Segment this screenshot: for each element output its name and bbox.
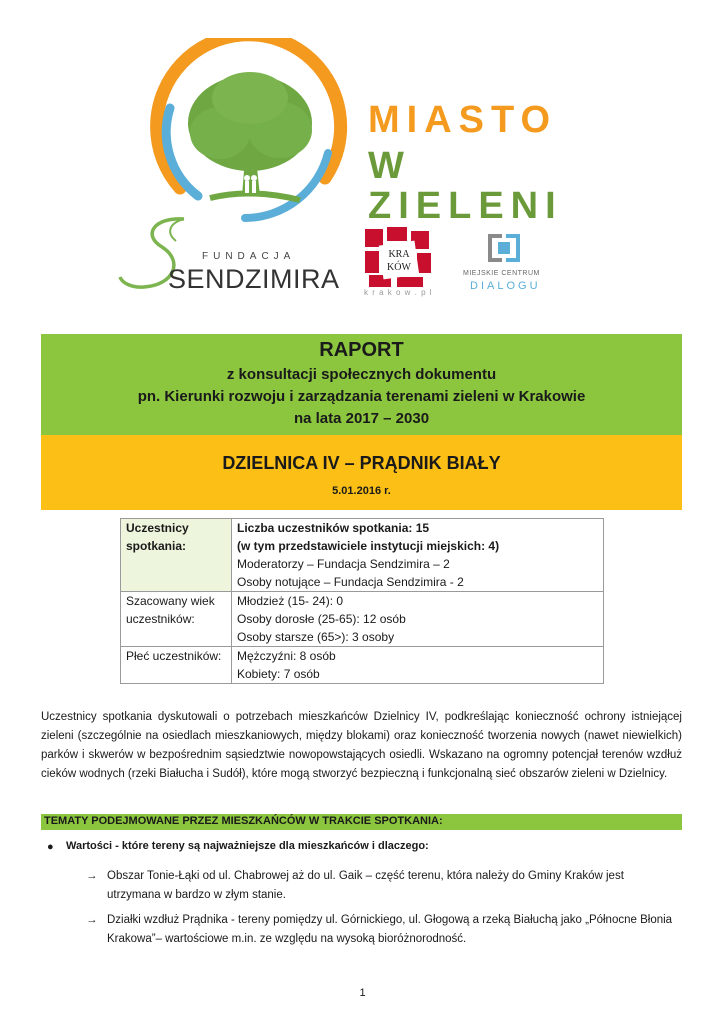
- table-row: [121, 519, 604, 592]
- row-label: Uczestnicy spotkania:: [121, 519, 232, 592]
- bullet-icon: ●: [47, 841, 54, 853]
- participants-table: [120, 518, 604, 684]
- list-item: [86, 911, 680, 949]
- age-adults: Osoby dorosłe (25-65): 12 osób: [237, 612, 406, 626]
- age-youth: Młodzież (15- 24): 0: [237, 594, 344, 608]
- meeting-date: 5.01.2016 r.: [332, 485, 391, 497]
- miasto-logo-line1: MIASTO: [368, 99, 558, 141]
- svg-text:KRA: KRA: [388, 249, 410, 260]
- mcd-text-line2: DIALOGU: [470, 280, 541, 292]
- krakow-url: k r a k o w . p l: [364, 288, 433, 297]
- topics-heading: TEMATY PODEJMOWANE PRZEZ MIESZKAŃCÓW W TRAKCIE SPOTKANIA:: [44, 815, 443, 827]
- age-seniors: Osoby starsze (65>): 3 osoby: [237, 630, 395, 644]
- gender-women: Kobiety: 7 osób: [237, 667, 320, 681]
- fundacja-text: FUNDACJA: [202, 251, 296, 262]
- table-row: [121, 592, 604, 647]
- participants-institutions: (w tym przedstawiciele instytucji miejskich: 4): [237, 539, 500, 553]
- participants-notetakers: Osoby notujące – Fundacja Sendzimira - 2: [237, 575, 464, 589]
- report-subtitle-line1: z konsultacji społecznych dokumentu: [226, 366, 497, 383]
- values-bullet: Wartości - które tereny są najważniejsze dla mieszkańców i dlaczego:: [66, 840, 429, 852]
- table-row: [121, 647, 604, 684]
- row-label: Szacowany wiek uczestników:: [121, 592, 232, 647]
- krakow-logo: [363, 227, 433, 297]
- miasto-logo-line2: W ZIELENI: [368, 145, 563, 227]
- miasto-w-zieleni-logo: [150, 38, 355, 228]
- mcd-text-line1: MIEJSKIE CENTRUM: [463, 270, 540, 277]
- row-values: [232, 592, 604, 647]
- district-title: DZIELNICA IV – PRĄDNIK BIAŁY: [222, 453, 501, 473]
- row-label: Płeć uczestników:: [121, 647, 232, 684]
- report-subtitle-line2: pn. Kierunki rozwoju i zarządzania terenami zieleni w Krakowie: [137, 388, 586, 405]
- mcd-logo-icon: [484, 230, 524, 266]
- participants-count: Liczba uczestników spotkania: 15: [237, 521, 430, 535]
- list-item: [86, 867, 680, 905]
- list-item-text: Obszar Tonie-Łąki od ul. Chabrowej aż do ul. Gaik – część terenu, która należy do Gminy Kraków jest utrzymana w bardzo w złym stanie.: [107, 870, 624, 901]
- svg-text:KÓW: KÓW: [387, 262, 411, 273]
- participants-moderators: Moderatorzy – Fundacja Sendzimira – 2: [237, 557, 450, 571]
- list-item-text: Działki wzdłuż Prądnika - tereny pomiędzy ul. Górnickiego, ul. Głogową a rzeką Białuchą jako „Północne Błonia Krakowa”– wartościowe m.in. ze względu na wysoką bioróżnorodność.: [107, 914, 673, 945]
- arrow-icon: →: [86, 914, 98, 926]
- row-values: [232, 519, 604, 592]
- summary-paragraph: Uczestnicy spotkania dyskutowali o potrzebach mieszkańców Dzielnicy IV, podkreślając konieczność ochrony istniejącej zieleni (szczególnie na osiedlach mieszkaniowych, między blokami) oraz konieczność tworzenia nowych (nawet niewielkich) parków i skwerów w bezpośrednim sąsiedztwie nowopowstających osiedli. Wskazano na ogromny potencjał terenów wzdłuż cieków wodnych (rzeki Białucha i Sudół), które mogą stworzyć bezpieczną i funkcjonalną sieć obszarów zieleni w Dzielnicy.: [41, 711, 682, 780]
- arrow-icon: →: [86, 870, 98, 882]
- row-values: [232, 647, 604, 684]
- gender-men: Mężczyźni: 8 osób: [237, 649, 336, 663]
- report-subtitle-line3: na lata 2017 – 2030: [293, 410, 430, 427]
- page-number: 1: [359, 987, 366, 999]
- report-title: RAPORT: [319, 339, 404, 361]
- sendzimira-text: SENDZIMIRA: [168, 264, 340, 294]
